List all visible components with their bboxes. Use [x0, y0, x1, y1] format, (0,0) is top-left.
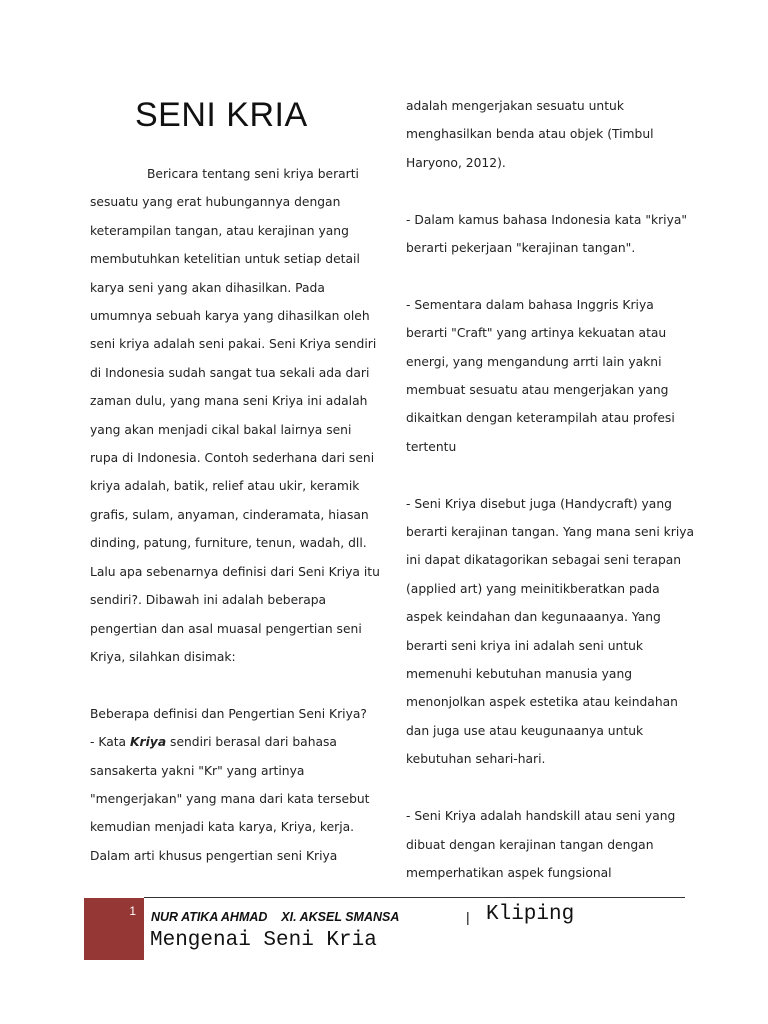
continuation-paragraph: adalah mengerjakan sesuatu untuk menghasilkan benda atau objek (Timbul Haryono, 2012). — [406, 99, 654, 170]
right-column — [406, 92, 698, 887]
definitions-heading: Beberapa definisi dan Pengertian Seni Kriya? — [90, 706, 367, 721]
definition-kamus: - Dalam kamus bahasa Indonesia kata "kriya" berarti pekerjaan "kerajinan tangan". — [406, 212, 688, 256]
page-number-box — [84, 898, 144, 960]
left-column — [90, 160, 380, 870]
paragraph-gap — [90, 671, 380, 699]
footer-title-line1: Kliping — [486, 903, 575, 926]
definition-handycraft: - Seni Kriya disebut juga (Handycraft) yang berarti kerajinan tangan. Yang mana seni kriya ini dapat dikatagorikan sebagai seni terapan (applied art) yang meinitikberatkan pada aspek keindahan dan kegunaaanya. Yang berarti seni kriya ini adalah seni untuk memenuhi kebutuhan manusia yang menonjolkan aspek estetika atau keindahan dan juga use atau keugunaanya untuk kebutuhan sehari-hari. — [406, 496, 695, 767]
paragraph-gap — [406, 262, 698, 290]
paragraph-gap — [406, 461, 698, 489]
footer-separator: | — [466, 909, 470, 925]
definition-kata-kriya — [90, 728, 380, 870]
definition-inggris: - Sementara dalam bahasa Inggris Kriya berarti "Craft" yang artinya kekuatan atau energi, yang mengandung arrti lain yakni membuat sesuatu atau mengerjakan yang dikaitkan dengan keterampilah atau profesi tertentu — [406, 297, 675, 454]
footer-divider — [144, 897, 685, 898]
definition-prefix: - Kata — [90, 735, 130, 750]
definition-rest: sendiri berasal dari bahasa sansakerta yakni "Kr" yang artinya "mengerjakan" yang mana dari kata tersebut kemudian menjadi kata karya, Kriya, kerja. Dalam arti khusus pengertian seni Kriya — [90, 735, 370, 863]
definition-handskill: - Seni Kriya adalah handskill atau seni yang dibuat dengan kerajinan tangan dengan memperhatikan aspek fungsional — [406, 809, 676, 880]
paragraph-gap — [406, 177, 698, 205]
paragraph-gap — [406, 774, 698, 802]
page-number: 1 — [129, 904, 136, 918]
kriya-emphasis: Kriya — [130, 735, 167, 750]
footer-author: NUR ATIKA AHMAD XI. AKSEL SMANSA — [151, 910, 400, 924]
footer-title-line2: Mengenai Seni Kria — [150, 929, 377, 952]
intro-paragraph: Bericara tentang seni kriya berarti sesuatu yang erat hubungannya dengan keterampilan tangan, atau kerajinan yang membutuhkan ketelitian untuk setiap detail karya seni yang akan dihasilkan. Pada umumnya sebuah karya yang dihasilkan oleh seni kriya adalah seni pakai. Seni Kriya sendiri di Indonesia sudah sangat tua sekali ada dari zaman dulu, yang mana seni Kriya ini adalah yang akan menjadi cikal bakal lairnya seni rupa di Indonesia. Contoh sederhana dari seni kriya adalah, batik, relief atau ukir, keramik grafis, sulam, anyaman, cinderamata, hiasan dinding, patung, furniture, tenun, wadah, dll. Lalu apa sebenarnya definisi dari Seni Kriya itu sendiri?. Dibawah ini adalah beberapa pengertian dan asal muasal pengertian seni Kriya, silahkan disimak: — [90, 167, 380, 664]
page-title: SENI KRIA — [135, 96, 308, 134]
